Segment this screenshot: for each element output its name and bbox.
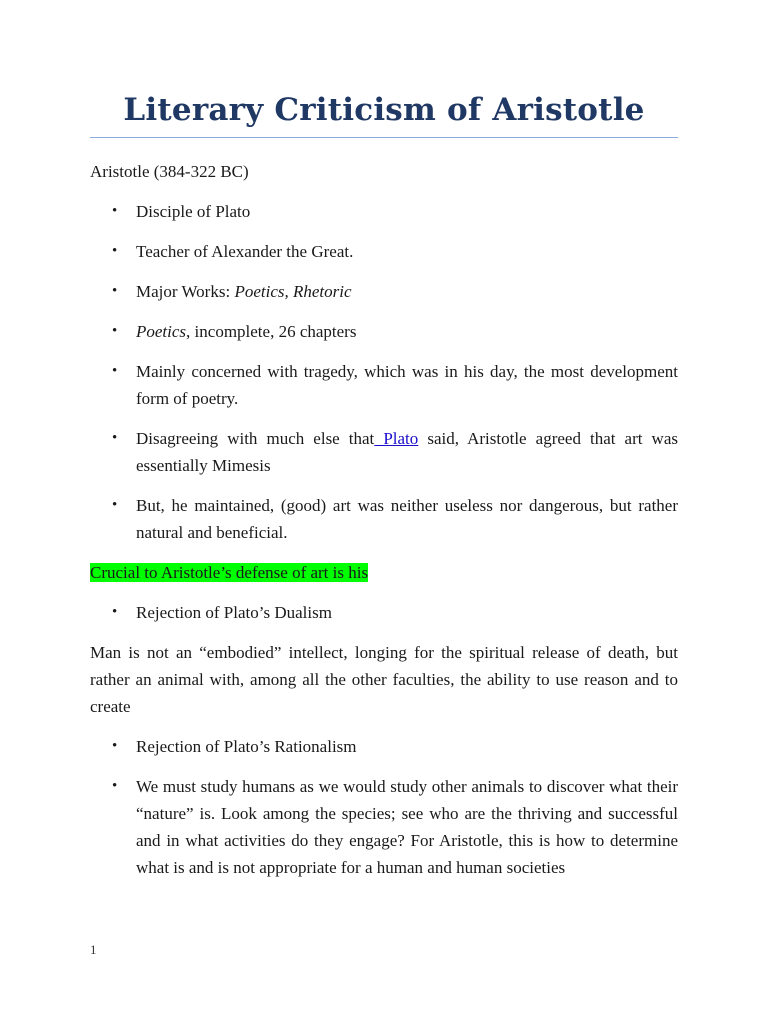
document-body (90, 158, 678, 894)
list-item-text: Disagreeing with much else that (136, 429, 375, 448)
list-item-text: Disciple of Plato (136, 202, 251, 221)
bullet-icon: • (112, 203, 118, 219)
list-item (90, 198, 678, 225)
bullet-icon: • (112, 243, 118, 259)
bullet-list-dualism (90, 599, 678, 626)
document-title: Literary Criticism of Aristotle (123, 92, 645, 128)
body-paragraph: Man is not an “embodied” intellect, longing for the spiritual release of death, but rather an animal with, among all the other faculties, the ability to use reason and to create (90, 643, 678, 716)
bullet-icon: • (112, 363, 118, 379)
bullet-list-overview (90, 198, 678, 546)
bullet-icon: • (112, 430, 118, 446)
list-item (90, 599, 678, 626)
list-item (90, 425, 678, 479)
list-item-text: Major Works: (136, 282, 235, 301)
list-item (90, 492, 678, 546)
bullet-icon: • (112, 738, 118, 754)
list-item (90, 278, 678, 305)
bullet-icon: • (112, 604, 118, 620)
list-item-italic-text: Poetics (136, 322, 187, 341)
list-item-text: But, he maintained, (good) art was neither useless nor dangerous, but rather natural and beneficial. (136, 496, 678, 542)
list-item (90, 733, 678, 760)
list-item (90, 318, 678, 345)
plato-link[interactable]: Plato (374, 429, 419, 448)
bullet-icon: • (112, 778, 118, 794)
list-item (90, 358, 678, 412)
highlighted-heading: Crucial to Aristotle’s defense of art is his (90, 563, 369, 582)
list-item-text: , incomplete, 26 chapters (186, 322, 357, 341)
intro-line: Aristotle (384-322 BC) (90, 162, 249, 181)
list-item-text: Teacher of Alexander the Great. (136, 242, 354, 261)
list-item-text: said, Aristotle agreed that art was essentially Mimesis (136, 429, 678, 475)
list-item (90, 238, 678, 265)
highlighted-heading-line (90, 559, 678, 586)
bullet-icon: • (112, 323, 118, 339)
bullet-list-rationalism (90, 733, 678, 881)
list-item-italic-text: Poetics, Rhetoric (234, 282, 352, 301)
page-number: 1 (90, 942, 97, 957)
list-item-text: Rejection of Plato’s Dualism (136, 603, 332, 622)
list-item-text: Mainly concerned with tragedy, which was in his day, the most development form of poetry. (136, 362, 678, 408)
list-item (90, 773, 678, 881)
bullet-icon: • (112, 283, 118, 299)
list-item-text: We must study humans as we would study other animals to discover what their “nature” is. Look among the species; see who are the thriving and successful and in what activities do they engage? For Aristotle, this is how to determine what is and is not appropriate for a human and human societies (136, 777, 678, 877)
title-divider (90, 137, 678, 138)
bullet-icon: • (112, 497, 118, 513)
list-item-text: Rejection of Plato’s Rationalism (136, 737, 357, 756)
